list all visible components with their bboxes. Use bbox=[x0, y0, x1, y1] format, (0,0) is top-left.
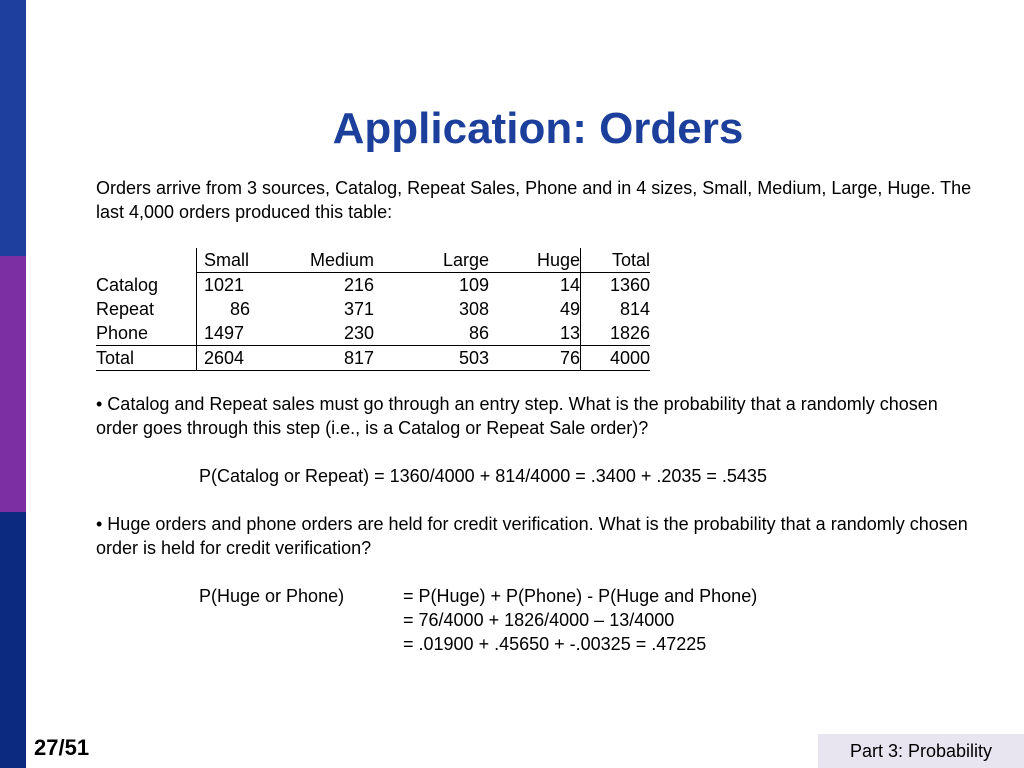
question-2: • Huge orders and phone orders are held for credit verification. What is the probability that a randomly chosen order is held for credit verification? bbox=[96, 514, 968, 558]
answer-2-lhs: P(Huge or Phone) bbox=[199, 586, 345, 606]
row-label: Repeat bbox=[96, 299, 155, 319]
header-cell: Small bbox=[197, 248, 251, 273]
intro-text: Orders arrive from 3 sources, Catalog, Repeat Sales, Phone and in 4 sizes, Small, Medium, Large, Huge. The last 4,000 orders produced this table: bbox=[96, 178, 972, 222]
table-cell: 1360 bbox=[581, 273, 651, 298]
table-row bbox=[96, 346, 650, 371]
table-cell: 49 bbox=[559, 299, 580, 319]
table-cell: 371 bbox=[343, 299, 374, 319]
table-cell: 13 bbox=[489, 321, 581, 346]
table-row bbox=[96, 321, 650, 346]
table-row bbox=[96, 273, 650, 298]
table-cell: 1021 bbox=[197, 273, 251, 298]
question-1: • Catalog and Repeat sales must go through an entry step. What is the probability that a randomly chosen order goes through this step (i.e., is a Catalog or Repeat Sale order)? bbox=[96, 394, 938, 438]
row-label: Phone bbox=[96, 321, 197, 346]
table-cell: 4000 bbox=[581, 346, 651, 371]
answer-2-line-3: = .01900 + .45650 + -.00325 = .47225 bbox=[403, 634, 707, 654]
table-cell: 814 bbox=[581, 297, 651, 321]
table-cell: 308 bbox=[458, 299, 489, 319]
table-cell: 86 bbox=[197, 297, 251, 321]
header-cell: Large bbox=[389, 248, 489, 273]
table-cell: 109 bbox=[458, 275, 489, 295]
row-label: Total bbox=[96, 346, 197, 371]
table-cell: 230 bbox=[250, 321, 389, 346]
table-cell: 216 bbox=[343, 275, 374, 295]
page-number: 27/51 bbox=[34, 735, 90, 760]
table-cell: 1497 bbox=[197, 321, 251, 346]
slide-title: Application: Orders bbox=[332, 104, 744, 153]
answer-1: P(Catalog or Repeat) = 1360/4000 + 814/4000 = .3400 + .2035 = .5435 bbox=[199, 466, 767, 486]
table-cell: 503 bbox=[389, 346, 489, 371]
answer-2-line-1: = P(Huge) + P(Phone) - P(Huge and Phone) bbox=[403, 586, 758, 606]
answer-2-line-2: = 76/4000 + 1826/4000 – 13/4000 bbox=[403, 610, 675, 630]
table-cell: 1826 bbox=[581, 321, 651, 346]
table-cell: 76 bbox=[489, 346, 581, 371]
footer-section-label: Part 3: Probability bbox=[818, 734, 1024, 768]
table-cell: 86 bbox=[389, 321, 489, 346]
row-label: Catalog bbox=[96, 274, 159, 295]
table-header-row bbox=[96, 248, 650, 273]
table-row bbox=[96, 297, 650, 321]
table-cell: 14 bbox=[559, 275, 580, 295]
header-cell: Medium bbox=[250, 248, 389, 273]
header-cell: Total bbox=[581, 248, 651, 273]
table-cell: 817 bbox=[250, 346, 389, 371]
header-cell: Huge bbox=[489, 248, 581, 273]
left-band-bottom bbox=[0, 512, 26, 768]
orders-table bbox=[96, 248, 650, 371]
left-band-middle bbox=[0, 256, 26, 512]
table-cell: 2604 bbox=[197, 346, 251, 371]
